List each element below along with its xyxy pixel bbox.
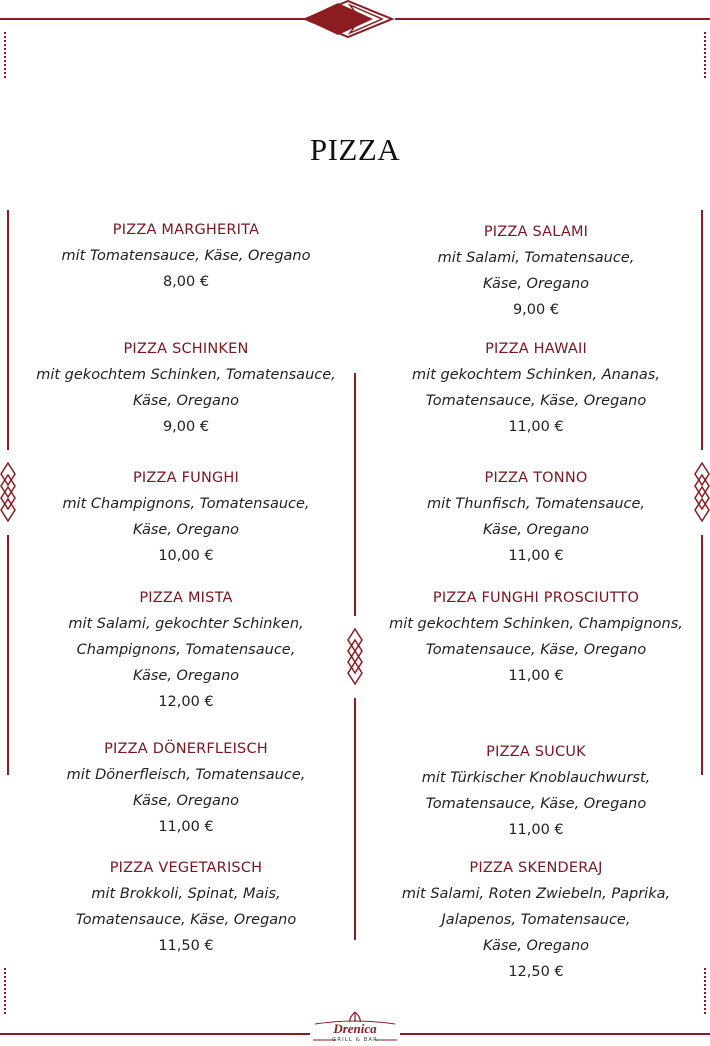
left-rule-lower [7, 535, 9, 775]
menu-item-funghi-prosciutto [366, 585, 706, 689]
menu-item-vegetarisch [16, 855, 356, 959]
item-price: 9,00 € [512, 302, 560, 318]
item-description: mit Brokkoli, Spinat, Mais, [91, 886, 281, 902]
item-description: Tomatensauce, Käse, Oregano [425, 393, 647, 409]
menu-item-mista [16, 585, 356, 715]
top-rule-right [395, 18, 710, 20]
item-description: Käse, Oregano [482, 522, 590, 538]
corner-dots-bottom-left [4, 968, 6, 1014]
item-description: Champignons, Tomatensauce, [76, 642, 296, 658]
top-diamond-ornament-icon [300, 0, 400, 40]
menu-item-doenerfleisch [16, 736, 356, 840]
item-description: mit Champignons, Tomatensauce, [62, 496, 310, 512]
logo-name: Drenica [333, 1021, 377, 1036]
item-description: Käse, Oregano [132, 393, 240, 409]
item-price: 11,00 € [508, 668, 564, 684]
item-description: mit Dönerfleisch, Tomatensauce, [66, 767, 306, 783]
menu-item-skenderaj [366, 855, 706, 985]
left-rope-ornament-icon [0, 462, 16, 522]
menu-item-salami [366, 219, 706, 323]
corner-dots-top-left [4, 32, 6, 78]
item-description: Käse, Oregano [132, 668, 240, 684]
item-price: 9,00 € [162, 419, 210, 435]
menu-item-schinken [16, 336, 356, 440]
item-description: mit gekochtem Schinken, Champignons, [389, 616, 683, 632]
menu-item-funghi [16, 465, 356, 569]
item-description: Käse, Oregano [132, 522, 240, 538]
item-description: mit Salami, gekochter Schinken, [68, 616, 304, 632]
item-name: PIZZA HAWAII [485, 341, 587, 357]
bottom-rule-right [400, 1033, 710, 1035]
item-description: mit Salami, Tomatensauce, [437, 250, 635, 266]
item-description: Käse, Oregano [132, 793, 240, 809]
item-description: Tomatensauce, Käse, Oregano [425, 796, 647, 812]
item-name: PIZZA SALAMI [483, 224, 589, 240]
menu-item-tonno [366, 465, 706, 569]
item-price: 12,00 € [158, 694, 214, 710]
menu-item-sucuk [366, 739, 706, 843]
item-price: 11,00 € [158, 819, 214, 835]
item-name: PIZZA MARGHERITA [112, 222, 260, 238]
logo-subtitle: GRILL & BAR [332, 1037, 378, 1043]
page-title: PIZZA [309, 132, 401, 167]
item-price: 10,00 € [158, 548, 214, 564]
item-name: PIZZA FUNGHI PROSCIUTTO [432, 590, 640, 606]
top-rule-left [0, 18, 305, 20]
item-price: 11,00 € [508, 548, 564, 564]
item-price: 11,00 € [508, 419, 564, 435]
item-description: mit Thunfisch, Tomatensauce, [426, 496, 646, 512]
item-name: PIZZA VEGETARISCH [109, 860, 263, 876]
item-name: PIZZA TONNO [484, 470, 588, 486]
item-description: Käse, Oregano [482, 276, 590, 292]
item-description: mit Salami, Roten Zwiebeln, Paprika, [401, 886, 671, 902]
item-name: PIZZA FUNGHI [132, 470, 240, 486]
menu-item-margherita [16, 217, 356, 295]
item-description: Jalapenos, Tomatensauce, [441, 912, 631, 928]
item-price: 12,50 € [508, 964, 564, 980]
item-price: 8,00 € [162, 274, 210, 290]
left-rule-upper [7, 210, 9, 450]
menu-item-hawaii [366, 336, 706, 440]
item-description: mit Türkischer Knoblauchwurst, [421, 770, 651, 786]
item-description: mit gekochtem Schinken, Tomatensauce, [36, 367, 336, 383]
item-description: Tomatensauce, Käse, Oregano [425, 642, 647, 658]
item-description: Tomatensauce, Käse, Oregano [75, 912, 297, 928]
item-description: mit Tomatensauce, Käse, Oregano [61, 248, 311, 264]
drenica-logo [305, 1010, 405, 1046]
item-description: mit gekochtem Schinken, Ananas, [412, 367, 660, 383]
bottom-rule-left [0, 1033, 310, 1035]
item-name: PIZZA SCHINKEN [123, 341, 249, 357]
item-price: 11,00 € [508, 822, 564, 838]
item-name: PIZZA SUCUK [486, 744, 586, 760]
item-price: 11,50 € [158, 938, 214, 954]
item-name: PIZZA MISTA [139, 590, 233, 606]
corner-dots-top-right [704, 32, 706, 78]
item-description: Käse, Oregano [482, 938, 590, 954]
item-name: PIZZA DÖNERFLEISCH [104, 741, 268, 757]
item-name: PIZZA SKENDERAJ [469, 860, 603, 876]
